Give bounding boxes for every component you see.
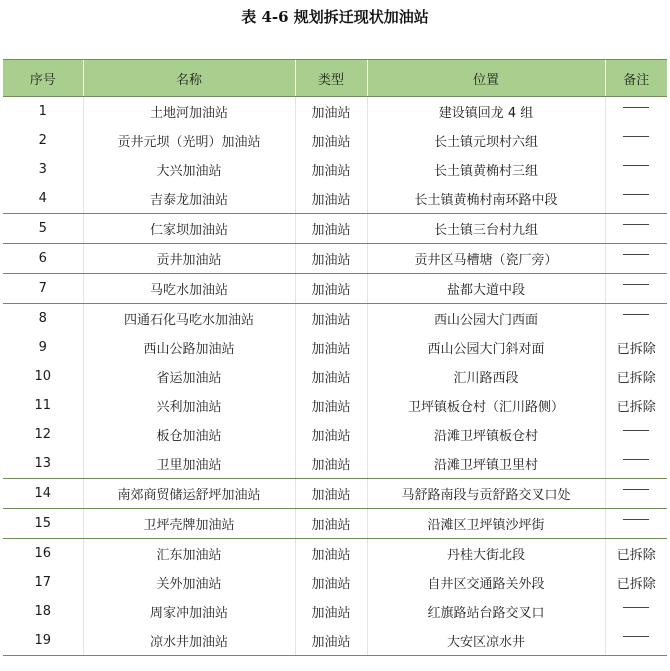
cell-location: 汇川路西段 <box>367 362 605 391</box>
table-row <box>3 184 667 214</box>
header-type: 类型 <box>295 60 367 97</box>
cell-name: 土地河加油站 <box>83 97 295 127</box>
dash-mark <box>623 489 649 490</box>
cell-type: 加油站 <box>295 304 367 334</box>
table-row <box>3 274 667 304</box>
cell-type: 加油站 <box>295 479 367 509</box>
cell-type: 加油站 <box>295 244 367 274</box>
cell-location: 贡井区马槽塘（瓷厂旁） <box>367 244 605 274</box>
cell-name: 汇东加油站 <box>83 539 295 569</box>
cell-location: 西山公园大门西面 <box>367 304 605 334</box>
cell-location: 自井区交通路关外段 <box>367 568 605 597</box>
header-location: 位置 <box>367 60 605 97</box>
cell-no: 11 <box>3 391 83 420</box>
cell-note <box>605 244 667 274</box>
table-row <box>3 244 667 274</box>
cell-no: 19 <box>3 626 83 656</box>
cell-location: 马舒路南段与贡舒路交叉口处 <box>367 479 605 509</box>
cell-note <box>605 126 667 155</box>
cell-type: 加油站 <box>295 184 367 214</box>
cell-type: 加油站 <box>295 333 367 362</box>
cell-name: 马吃水加油站 <box>83 274 295 304</box>
cell-type: 加油站 <box>295 509 367 539</box>
table-row <box>3 539 667 569</box>
cell-note <box>605 155 667 184</box>
cell-type: 加油站 <box>295 539 367 569</box>
cell-name: 凉水井加油站 <box>83 626 295 656</box>
cell-location: 长土镇元坝村六组 <box>367 126 605 155</box>
cell-name: 卫坪壳牌加油站 <box>83 509 295 539</box>
cell-note <box>605 304 667 334</box>
dash-mark <box>623 519 649 520</box>
cell-no: 15 <box>3 509 83 539</box>
cell-note <box>605 420 667 449</box>
cell-no: 9 <box>3 333 83 362</box>
table-row <box>3 479 667 509</box>
table-row <box>3 97 667 127</box>
cell-note: 已拆除 <box>605 333 667 362</box>
table-row <box>3 597 667 626</box>
cell-name: 板仓加油站 <box>83 420 295 449</box>
cell-location: 长土镇三台村九组 <box>367 214 605 244</box>
cell-type: 加油站 <box>295 391 367 420</box>
cell-type: 加油站 <box>295 626 367 656</box>
cell-name: 兴利加油站 <box>83 391 295 420</box>
cell-location: 建设镇回龙 4 组 <box>367 97 605 127</box>
table-caption: 表 4-6 规划拆迁现状加油站 <box>241 8 429 26</box>
cell-name: 四通石化马吃水加油站 <box>83 304 295 334</box>
cell-location: 卫坪镇板仓村（汇川路侧） <box>367 391 605 420</box>
cell-location: 沿滩卫坪镇卫里村 <box>367 449 605 479</box>
cell-name: 吉泰龙加油站 <box>83 184 295 214</box>
cell-no: 2 <box>3 126 83 155</box>
dash-mark <box>623 284 649 285</box>
cell-note <box>605 214 667 244</box>
cell-location: 长土镇黄桷村南环路中段 <box>367 184 605 214</box>
table-row <box>3 391 667 420</box>
dash-mark <box>623 107 649 108</box>
cell-note: 已拆除 <box>605 568 667 597</box>
cell-type: 加油站 <box>295 568 367 597</box>
cell-note <box>605 597 667 626</box>
table-row <box>3 362 667 391</box>
cell-no: 3 <box>3 155 83 184</box>
cell-name: 周家冲加油站 <box>83 597 295 626</box>
cell-note: 已拆除 <box>605 362 667 391</box>
cell-note <box>605 626 667 656</box>
dash-mark <box>623 459 649 460</box>
cell-name: 西山公路加油站 <box>83 333 295 362</box>
cell-name: 省运加油站 <box>83 362 295 391</box>
cell-no: 8 <box>3 304 83 334</box>
cell-note: 已拆除 <box>605 391 667 420</box>
cell-no: 16 <box>3 539 83 569</box>
dash-mark <box>623 254 649 255</box>
table-row <box>3 214 667 244</box>
cell-type: 加油站 <box>295 97 367 127</box>
cell-location: 长土镇黄桷村三组 <box>367 155 605 184</box>
cell-name: 大兴加油站 <box>83 155 295 184</box>
cell-no: 18 <box>3 597 83 626</box>
dash-mark <box>623 224 649 225</box>
header-row <box>3 60 667 97</box>
cell-type: 加油站 <box>295 214 367 244</box>
cell-note: 已拆除 <box>605 539 667 569</box>
table-row <box>3 126 667 155</box>
cell-note <box>605 274 667 304</box>
cell-location: 大安区凉水井 <box>367 626 605 656</box>
dash-mark <box>623 607 649 608</box>
cell-note <box>605 479 667 509</box>
table-body <box>3 97 667 656</box>
dash-mark <box>623 636 649 637</box>
cell-location: 沿滩区卫坪镇沙坪街 <box>367 509 605 539</box>
cell-name: 贡井加油站 <box>83 244 295 274</box>
cell-location: 盐都大道中段 <box>367 274 605 304</box>
dash-mark <box>623 165 649 166</box>
cell-no: 6 <box>3 244 83 274</box>
table-row <box>3 155 667 184</box>
table-row <box>3 626 667 656</box>
cell-name: 关外加油站 <box>83 568 295 597</box>
cell-no: 13 <box>3 449 83 479</box>
cell-no: 1 <box>3 97 83 127</box>
cell-type: 加油站 <box>295 362 367 391</box>
cell-no: 12 <box>3 420 83 449</box>
cell-note <box>605 184 667 214</box>
cell-type: 加油站 <box>295 274 367 304</box>
dash-mark <box>623 136 649 137</box>
header-note: 备注 <box>605 60 667 97</box>
dash-mark <box>623 314 649 315</box>
table-row <box>3 420 667 449</box>
table-row <box>3 449 667 479</box>
cell-no: 7 <box>3 274 83 304</box>
header-no: 序号 <box>3 60 83 97</box>
cell-name: 卫里加油站 <box>83 449 295 479</box>
dash-mark <box>623 194 649 195</box>
table-row <box>3 304 667 334</box>
cell-location: 沿滩卫坪镇板仓村 <box>367 420 605 449</box>
cell-no: 17 <box>3 568 83 597</box>
dash-mark <box>623 430 649 431</box>
gas-station-table <box>3 59 667 656</box>
cell-no: 10 <box>3 362 83 391</box>
cell-type: 加油站 <box>295 449 367 479</box>
table-row <box>3 333 667 362</box>
cell-no: 4 <box>3 184 83 214</box>
header-name: 名称 <box>83 60 295 97</box>
cell-location: 西山公园大门斜对面 <box>367 333 605 362</box>
cell-no: 14 <box>3 479 83 509</box>
cell-location: 红旗路站台路交叉口 <box>367 597 605 626</box>
cell-note <box>605 509 667 539</box>
cell-no: 5 <box>3 214 83 244</box>
cell-location: 丹桂大街北段 <box>367 539 605 569</box>
cell-note <box>605 449 667 479</box>
cell-name: 南郊商贸储运舒坪加油站 <box>83 479 295 509</box>
cell-name: 仁家坝加油站 <box>83 214 295 244</box>
cell-type: 加油站 <box>295 126 367 155</box>
table-row <box>3 509 667 539</box>
cell-name: 贡井元坝（光明）加油站 <box>83 126 295 155</box>
cell-type: 加油站 <box>295 597 367 626</box>
cell-type: 加油站 <box>295 155 367 184</box>
cell-note <box>605 97 667 127</box>
table-row <box>3 568 667 597</box>
cell-type: 加油站 <box>295 420 367 449</box>
